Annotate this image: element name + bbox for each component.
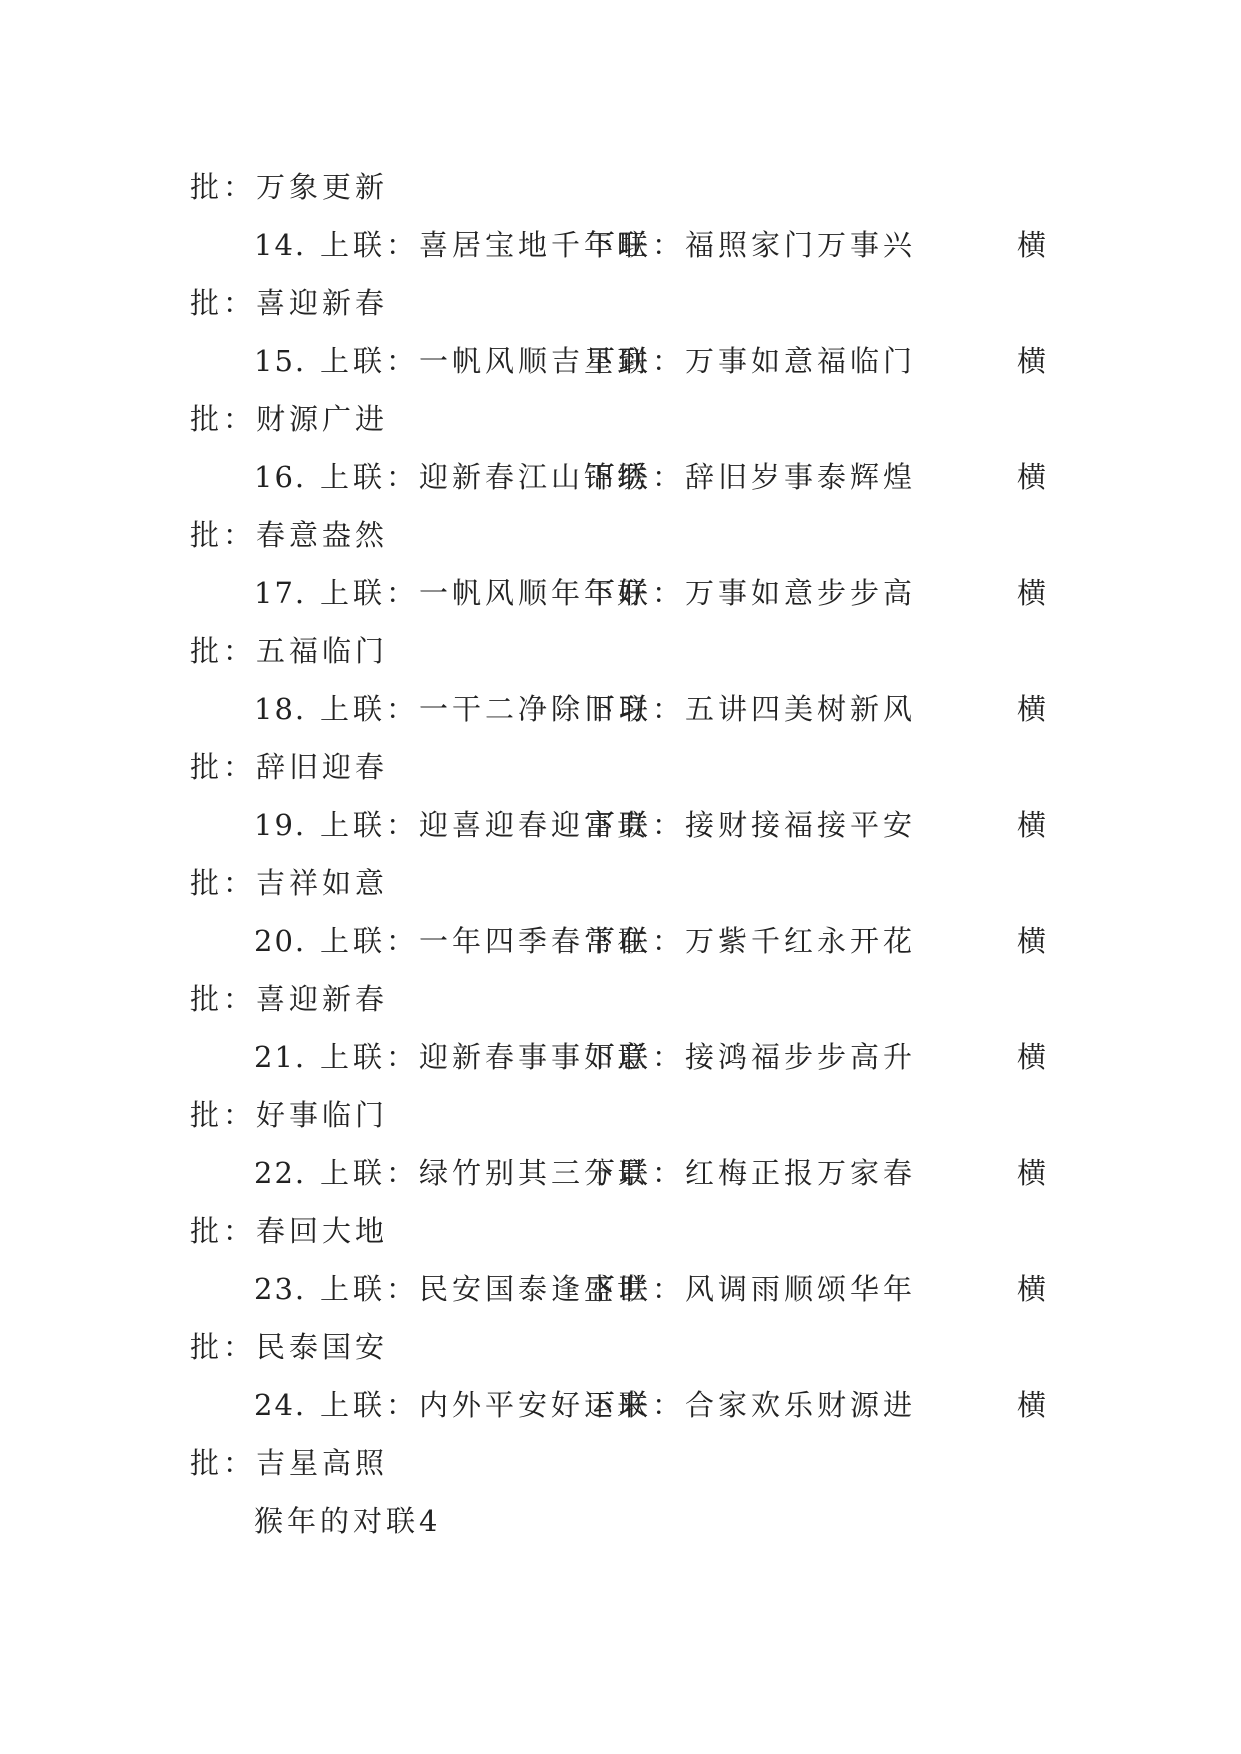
document-page [190, 158, 1050, 1550]
couplet-number: 14. [254, 228, 307, 262]
horizontal-scroll-prefix: 横 [1016, 1040, 1050, 1074]
upper-couplet: 上联：喜居宝地千年旺 [320, 228, 651, 262]
couplet-entry [190, 796, 1050, 854]
horizontal-scroll-line: 批：辞旧迎春 [190, 750, 389, 784]
horizontal-scroll-prefix: 横 [1016, 1156, 1050, 1190]
lower-couplet: 下联：合家欢乐财源进 [586, 1388, 917, 1422]
upper-couplet: 上联：一帆风顺吉星到 [320, 344, 651, 378]
upper-couplet: 上联：内外平安好运来 [320, 1388, 651, 1422]
couplet-entry [190, 564, 1050, 622]
couplet-number: 22. [254, 1156, 307, 1190]
horizontal-scroll-prefix: 横 [1016, 808, 1050, 842]
horizontal-scroll-prefix: 横 [1016, 344, 1050, 378]
upper-couplet: 上联：绿竹别其三分景 [320, 1156, 651, 1190]
horizontal-scroll-line: 批：吉星高照 [190, 1446, 389, 1480]
horizontal-scroll-prefix: 横 [1016, 228, 1050, 262]
couplet-list [190, 216, 1050, 1492]
lower-couplet: 下联：辞旧岁事泰辉煌 [586, 460, 917, 494]
couplet-number: 21. [254, 1040, 307, 1074]
horizontal-scroll-line: 批：春意盎然 [190, 518, 389, 552]
upper-couplet: 上联：迎新春江山锦绣 [320, 460, 651, 494]
horizontal-scroll-line: 批：民泰国安 [190, 1330, 389, 1364]
lower-couplet: 下联：接鸿福步步高升 [586, 1040, 917, 1074]
couplet-entry [190, 216, 1050, 274]
couplet-entry [190, 332, 1050, 390]
horizontal-scroll-prefix: 横 [1016, 1388, 1050, 1422]
upper-couplet: 上联：民安国泰逢盛世 [320, 1272, 651, 1306]
couplet-entry [190, 1028, 1050, 1086]
horizontal-scroll-prefix: 横 [1016, 460, 1050, 494]
lower-couplet: 下联：福照家门万事兴 [586, 228, 917, 262]
lower-couplet: 下联：五讲四美树新风 [586, 692, 917, 726]
horizontal-scroll-prefix: 横 [1016, 576, 1050, 610]
upper-couplet: 上联：一干二净除旧习 [320, 692, 651, 726]
couplet-entry [190, 448, 1050, 506]
lower-couplet: 下联：万紫千红永开花 [586, 924, 917, 958]
section-heading: 猴年的对联4 [254, 1504, 442, 1538]
horizontal-scroll-line: 批：春回大地 [190, 1214, 389, 1248]
couplet-number: 20. [254, 924, 307, 958]
upper-couplet: 上联：迎新春事事如意 [320, 1040, 651, 1074]
couplet-number: 24. [254, 1388, 307, 1422]
lower-couplet: 下联：万事如意福临门 [586, 344, 917, 378]
couplet-number: 19. [254, 808, 307, 842]
lower-couplet: 下联：接财接福接平安 [586, 808, 917, 842]
couplet-number: 18. [254, 692, 307, 726]
horizontal-scroll-prefix: 横 [1016, 692, 1050, 726]
lower-couplet: 下联：风调雨顺颂华年 [586, 1272, 917, 1306]
horizontal-scroll-line: 批：喜迎新春 [190, 286, 389, 320]
couplet-number: 16. [254, 460, 307, 494]
lower-couplet: 下联：万事如意步步高 [586, 576, 917, 610]
couplet-entry [190, 1376, 1050, 1434]
horizontal-scroll-line: 批：吉祥如意 [190, 866, 389, 900]
couplet-entry [190, 1260, 1050, 1318]
horizontal-scroll-prefix: 横 [1016, 924, 1050, 958]
horizontal-scroll-prefix: 横 [1016, 1272, 1050, 1306]
lower-couplet: 下联：红梅正报万家春 [586, 1156, 917, 1190]
horizontal-scroll-line: 批：好事临门 [190, 1098, 389, 1132]
continued-line: 批：万象更新 [190, 170, 389, 204]
horizontal-scroll-line: 批：财源广进 [190, 402, 389, 436]
couplet-entry [190, 680, 1050, 738]
upper-couplet: 上联：一帆风顺年年好 [320, 576, 651, 610]
horizontal-scroll-line: 批：喜迎新春 [190, 982, 389, 1016]
upper-couplet: 上联：一年四季春常在 [320, 924, 651, 958]
horizontal-scroll-line: 批：五福临门 [190, 634, 389, 668]
couplet-entry [190, 912, 1050, 970]
upper-couplet: 上联：迎喜迎春迎富贵 [320, 808, 651, 842]
couplet-entry [190, 1144, 1050, 1202]
couplet-number: 15. [254, 344, 307, 378]
couplet-number: 17. [254, 576, 307, 610]
couplet-number: 23. [254, 1272, 307, 1306]
